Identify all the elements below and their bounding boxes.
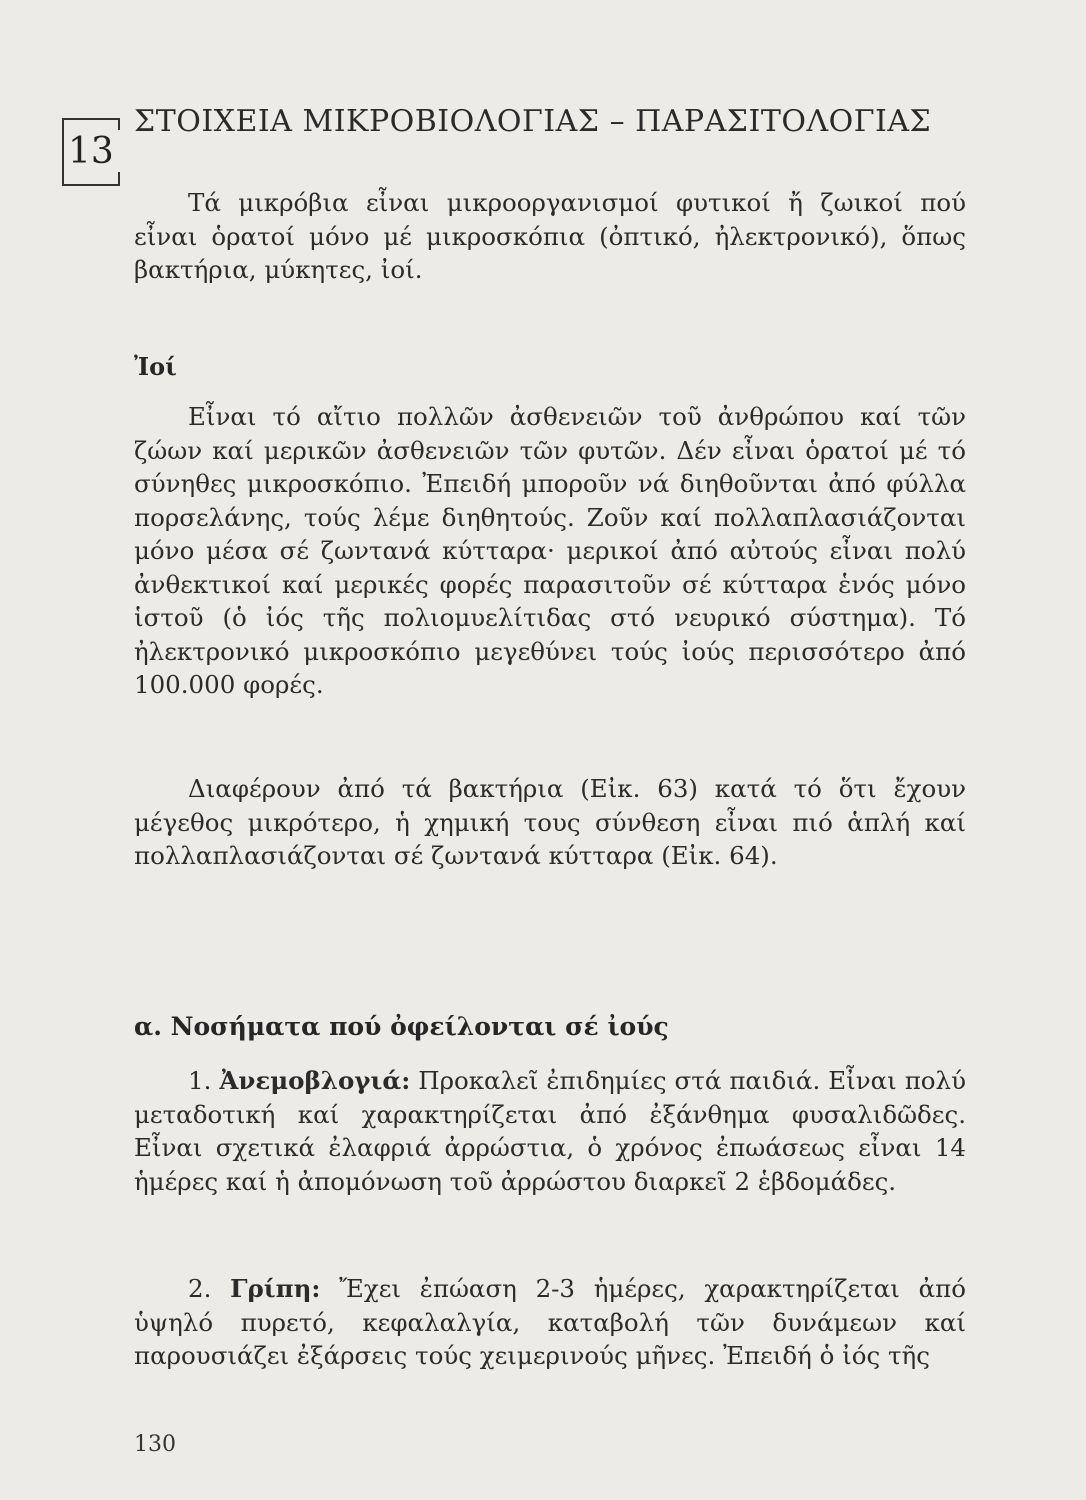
ioi-paragraph-2: Διαφέρουν ἀπό τά βακτήρια (Εἰκ. 63) κατά τό ὅτι ἔχουν μέγεθος μικρότερο, ἡ χημική τους σύνθεση εἶναι πιό ἁπλή καί πολλαπλασιάζονται σέ ζωντανά κύτταρα (Εἰκ. 64). — [134, 774, 966, 870]
intro-paragraph-block — [134, 186, 966, 287]
section-heading-diseases: α. Νοσήματα πού ὀφείλονται σέ ἰούς — [134, 1012, 669, 1041]
list-item — [134, 1064, 966, 1198]
disease-item-chickenpox — [134, 1064, 966, 1198]
item-number: 1. — [188, 1066, 212, 1095]
item-number: 2. — [188, 1274, 212, 1303]
item-term: Ἀνεμοβλογιά: — [219, 1066, 411, 1095]
chapter-number-box — [62, 118, 120, 186]
ioi-paragraph-1: Εἶναι τό αἴτιο πολλῶν ἀσθενειῶν τοῦ ἀνθρώπου καί τῶν ζώων καί μερικῶν ἀσθενειῶν τῶν φυτῶν. Δέν εἶναι ὁρατοί μέ τό σύνηθες μικροσκόπιο. Ἐπειδή μποροῦν νά διηθοῦνται ἀπό φύλλα πορσελάνης, τούς λέμε διηθητούς. Ζοῦν καί πολλαπλασιάζονται μόνο μέσα σέ ζωντανά κύτταρα· μερικοί ἀπό αὐτούς εἶναι πολύ ἀνθεκτικοί καί μερικές φορές παρασιτοῦν σέ κύτταρα ἑνός μόνο ἱστοῦ (ὁ ἰός τῆς πολιομυελίτιδας στό νευρικό σύστημα). Τό ἠλεκτρονικό μικροσκόπιο μεγεθύνει τούς ἰούς περισσότερο ἀπό 100.000 φορές. — [134, 402, 966, 699]
item-text: Προκαλεῖ ἐπιδημίες στά παιδιά. Εἶναι πολύ μεταδοτική καί χαρακτηρίζεται ἀπό ἐξάνθημα φυσαλιδῶδες. Εἶναι σχετικά ἐλαφριά ἀρρώστια, ὁ χρόνος ἐπωάσεως εἶναι 14 ἡμέρες καί ἡ ἀπομόνωση τοῦ ἀρρώστου διαρκεῖ 2 ἑβδομάδες. — [134, 1066, 966, 1196]
chapter-box-bottom-tick — [118, 172, 120, 186]
item-text: Ἔχει ἐπώαση 2-3 ἡμέρες, χαρακτηρίζεται ἀπό ὑψηλό πυρετό, κεφαλαλγία, καταβολή τῶν δυνάμεων καί παρουσιάζει ἐξάρσεις τούς χειμερινούς μῆνες. Ἐπειδή ὁ ἰός τῆς — [134, 1274, 966, 1370]
list-item — [134, 1272, 966, 1373]
ioi-paragraph-1-block — [134, 400, 966, 702]
ioi-paragraph-2-block — [134, 772, 966, 873]
page-number: 130 — [134, 1432, 176, 1457]
chapter-number: 13 — [68, 131, 114, 172]
disease-item-flu — [134, 1272, 966, 1373]
intro-paragraph: Τά μικρόβια εἶναι μικροοργανισμοί φυτικοί ἤ ζωικοί πού εἶναι ὁρατοί μόνο μέ μικροσκόπια (ὀπτικό, ἠλεκτρονικό), ὅπως βακτήρια, μύκητες, ἰοί. — [134, 188, 966, 284]
running-title: ΣΤΟΙΧΕΙΑ ΜΙΚΡΟΒΙΟΛΟΓΙΑΣ – ΠΑΡΑΣΙΤΟΛΟΓΙΑΣ — [134, 104, 932, 139]
section-heading-ioi: Ἰοί — [134, 352, 177, 381]
item-term: Γρίπη: — [230, 1274, 321, 1303]
